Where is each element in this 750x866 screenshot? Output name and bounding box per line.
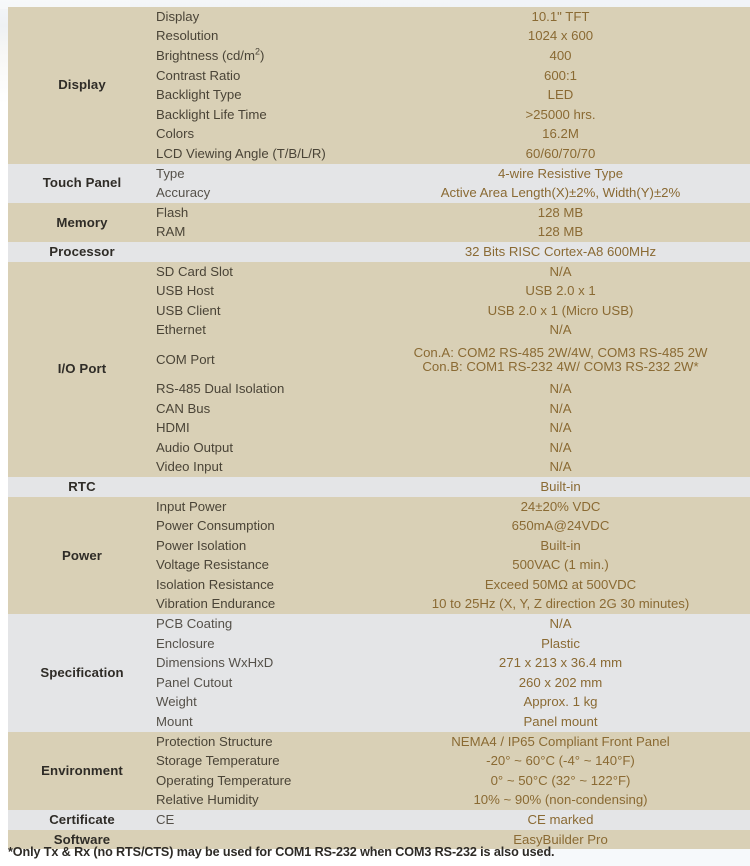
section-label-rtc: RTC xyxy=(68,478,96,494)
footnote-text: *Only Tx & Rx (no RTS/CTS) may be used for COM1 RS-232 when COM3 RS-232 is also used. xyxy=(8,845,555,859)
spec-item-label: Brightness $(cd/m^2)$ xyxy=(156,46,265,64)
spec-value: 500VAC (1 min.) xyxy=(512,557,609,573)
spec-value: -20° ~ 60°C (-4° ~ 140°F) xyxy=(486,753,635,769)
spec-value: 128 MB xyxy=(537,224,584,240)
spec-item-label: Weight xyxy=(156,694,197,710)
spec-item-label: Dimensions WxHxD xyxy=(156,655,274,671)
section-label-environment: Environment xyxy=(41,763,123,779)
spec-item-label: Power Isolation xyxy=(156,537,247,553)
spec-value-line-1: Con.A: COM2 RS-485 2W/4W, COM3 RS-485 2W xyxy=(413,344,708,360)
section-label-certificate: Certificate xyxy=(49,812,115,828)
spec-item-label: USB Client xyxy=(156,302,221,318)
spec-value: 10 to 25Hz (X, Y, Z direction 2G 30 minutes) xyxy=(431,596,690,612)
table-row xyxy=(8,732,750,752)
spec-value: N/A xyxy=(549,400,572,416)
spec-value: EasyBuilder Pro xyxy=(513,831,608,847)
spec-item-label: Backlight Life Time xyxy=(156,106,267,122)
spec-value: NEMA4 / IP65 Compliant Front Panel xyxy=(451,733,670,749)
spec-value: 271 x 213 x 36.4 mm xyxy=(498,655,623,671)
spec-value: 4-wire Resistive Type xyxy=(497,165,624,181)
spec-value: Built-in xyxy=(540,537,581,553)
spec-value: >25000 hrs. xyxy=(525,106,596,122)
spec-value: N/A xyxy=(549,263,572,279)
spec-item-label xyxy=(156,242,371,262)
spec-item-label: Relative Humidity xyxy=(156,792,259,808)
spec-item-label: Video Input xyxy=(156,459,223,475)
spec-item-label: Storage Temperature xyxy=(156,753,280,769)
table-row xyxy=(8,7,750,27)
specification-table xyxy=(8,7,750,849)
spec-value: 60/60/70/70 xyxy=(525,146,596,162)
spec-value: Panel mount xyxy=(523,714,598,730)
spec-item-label: Backlight Type xyxy=(156,87,242,103)
spec-item-label: Ethernet xyxy=(156,322,206,338)
spec-item-label: SD Card Slot xyxy=(156,263,233,279)
spec-value: 128 MB xyxy=(537,204,584,220)
spec-item-label: CE xyxy=(156,812,175,828)
spec-value: 32 Bits RISC Cortex-A8 600MHz xyxy=(464,243,657,259)
spec-item-label: Input Power xyxy=(156,498,227,514)
section-label-i-o-port: I/O Port xyxy=(57,361,107,377)
spec-item-label: Contrast Ratio xyxy=(156,67,241,83)
spec-item-label: Voltage Resistance xyxy=(156,557,269,573)
spec-item-label: RAM xyxy=(156,224,186,240)
spec-value: 10.1" TFT xyxy=(531,8,590,24)
spec-item-label: Enclosure xyxy=(156,635,215,651)
table-row xyxy=(8,242,750,262)
spec-item-label: Protection Structure xyxy=(156,733,273,749)
spec-item-label: USB Host xyxy=(156,283,214,299)
section-label-power: Power xyxy=(61,547,103,563)
table-row xyxy=(8,164,750,184)
spec-value: N/A xyxy=(549,616,572,632)
spec-value: N/A xyxy=(549,322,572,338)
spec-item-label: Colors xyxy=(156,126,195,142)
table-row xyxy=(8,262,750,282)
spec-value: 1024 x 600 xyxy=(527,28,594,44)
spec-value: Plastic xyxy=(541,635,580,651)
spec-value: 260 x 202 mm xyxy=(518,674,603,690)
section-label-software: Software xyxy=(53,831,111,847)
spec-value: N/A xyxy=(549,459,572,475)
spec-item-label: HDMI xyxy=(156,420,190,436)
spec-value xyxy=(371,340,750,379)
spec-item-label: Vibration Endurance xyxy=(156,596,276,612)
spec-value: 650mA@24VDC xyxy=(511,518,610,534)
spec-value: Exceed 50MΩ at 500VDC xyxy=(484,576,637,592)
spec-value: USB 2.0 x 1 xyxy=(525,283,596,299)
spec-item-label: Flash xyxy=(156,204,189,220)
spec-value: N/A xyxy=(549,380,572,396)
spec-value: Active Area Length(X)±2%, Width(Y)±2% xyxy=(440,185,681,201)
section-label-specification: Specification xyxy=(40,665,124,681)
spec-item-label: Isolation Resistance xyxy=(156,576,275,592)
table-row xyxy=(8,203,750,223)
section-label-processor: Processor xyxy=(49,243,115,259)
spec-item-label: Type xyxy=(156,165,185,181)
table-row xyxy=(8,497,750,517)
spec-item-label: LCD Viewing Angle (T/B/L/R) xyxy=(156,146,326,162)
spec-item-label: PCB Coating xyxy=(156,616,233,632)
spec-value: 24±20% VDC xyxy=(520,498,601,514)
spec-item-label: Resolution xyxy=(156,28,219,44)
table-row xyxy=(8,810,750,830)
section-label-display: Display xyxy=(58,77,106,93)
section-label-memory: Memory xyxy=(56,214,108,230)
spec-value: 600:1 xyxy=(543,67,577,83)
spec-value: LED xyxy=(547,87,574,103)
spec-value: 16.2M xyxy=(542,126,579,142)
spec-item-label: Power Consumption xyxy=(156,518,275,534)
spec-value: USB 2.0 x 1 (Micro USB) xyxy=(487,302,634,318)
spec-item-label: Accuracy xyxy=(156,185,211,201)
spec-item-label: Display xyxy=(156,8,200,24)
spec-value: 0° ~ 50°C (32° ~ 122°F) xyxy=(490,772,631,788)
spec-value: CE marked xyxy=(527,812,594,828)
spec-value-line-2: Con.B: COM1 RS-232 4W/ COM3 RS-232 2W* xyxy=(422,358,699,374)
spec-value: Built-in xyxy=(540,478,581,494)
spec-value: 10% ~ 90% (non-condensing) xyxy=(473,792,648,808)
spec-value: N/A xyxy=(549,439,572,455)
spec-value: 400 xyxy=(549,48,572,64)
section-label-touch-panel: Touch Panel xyxy=(42,175,122,191)
table-row xyxy=(8,477,750,497)
spec-item-label: Operating Temperature xyxy=(156,772,292,788)
spec-item-label xyxy=(156,477,371,497)
spec-item-label: Mount xyxy=(156,714,193,730)
spec-value: Approx. 1 kg xyxy=(523,694,598,710)
spec-item-label: Audio Output xyxy=(156,439,233,455)
table-row xyxy=(8,614,750,634)
spec-item-label: RS-485 Dual Isolation xyxy=(156,380,285,396)
superscript: 2 xyxy=(254,46,260,57)
spec-item-label: COM Port xyxy=(156,351,215,367)
spec-item-label: CAN Bus xyxy=(156,400,211,416)
spec-item-label: Panel Cutout xyxy=(156,674,233,690)
specification-table-body xyxy=(8,7,750,849)
spec-value: N/A xyxy=(549,420,572,436)
